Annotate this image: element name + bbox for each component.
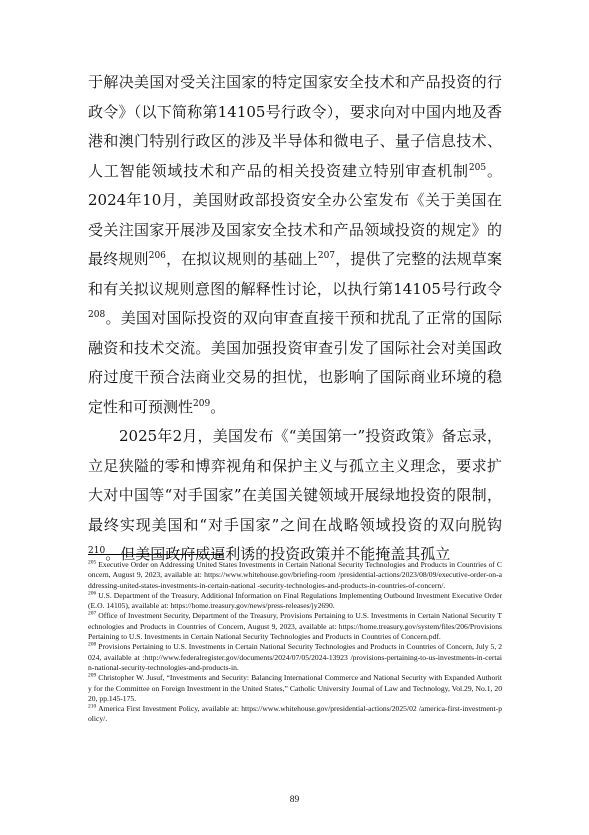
footnotes [88,560,502,725]
footnote [88,673,502,704]
body-text [88,68,502,570]
paragraph-text: 。美国对国际投资的双向审查直接干预和扰乱了正常的国际融资和技术交流。美国加强投资审查引发了国际社会对美国政府过度干预合法商业交易的担忧，也影响了国际商业环境的稳定性和可预测性 [88,309,502,416]
paragraph-text: 于解决美国对受关注国家的特定国家安全技术和产品投资的行政令》（以下简称第14105号行政令），要求向对中国内地及香港和澳门特别行政区的涉及半导体和微电子、量子信息技术、人工智能领域技术和产品的相关投资建立特别审查机制 [88,73,502,180]
footnote-text: U.S. Department of the Treasury, Additional Information on Final Regulations Implementing Outbound Investment Executive Order (E.O. 14105), available at: https://home.treasury.gov/news/press-releases/jy2690. [88,590,502,611]
paragraph-text: ，在拟议规则的基础上 [165,250,318,268]
footnote-number: 206 [88,590,97,597]
paragraph-text: 。 [210,397,226,416]
footnote [88,611,502,642]
footnote-ref: 210 [88,546,106,556]
paragraph-text: 2025年2月，美国发布《“美国第一”投资政策》备忘录，立足狭隘的零和博弈视角和保护主义与孤立主义理念，要求扩大对中国等“对手国家”在美国关键领域开展绿地投资的限制，最终实现美国和“对手国家”之间在战略领域投资的双向脱钩 [88,427,502,534]
footnote-ref: 208 [88,310,106,320]
footnote-number: 208 [88,641,97,648]
footnote-text: Office of Investment Security, Department of the Treasury, Provisions Pertaining to U.S. Investments in Certain National Security Technologies and Products in Countries of Concern, August 9, 2023, available at: https://home.treasury.gov/system/files/206/Provisions Pertaining to U.S. Investments in Certain National Security Technologies and Products in Countries of Concern.pdf. [88,611,502,642]
footnote-text: Christopher W. Jusuf, “Investments and Security: Balancing International Commerce and National Security with Expanded Authority for the Committee on Foreign Investment in the United States,” Catholic University Journal of Law and Technology, Vol.29, No.1, 2020, pp.145-175. [88,673,502,703]
footnote [88,642,502,673]
footnote [88,704,502,725]
paragraph-text: 。2024年10月，美国财政部投资安全办公室发布《关于美国在受关注国家开展涉及国家安全技术和产品领域投资的规定》的最终规则 [88,161,502,268]
footnote-number: 205 [88,559,97,566]
footnote-number: 210 [88,703,97,710]
footnote [88,591,502,612]
footnote-ref: 205 [468,162,487,173]
footnote-ref: 206 [148,251,166,261]
paragraph-2 [88,422,502,570]
footnote [88,560,502,591]
footnote-text: America First Investment Policy, available at: https://www.whitehouse.gov/presidential-actions/2025/02 /america-first-investment-policy/. [88,704,502,724]
page-number: 89 [289,795,300,805]
footnote-text: Executive Order on Addressing United States Investments in Certain National Security Technologies and Products in Countries of Concern, August 9, 2023, available at: https://www.whitehouse.gov/briefing-room /presidential-actions/2023/08/09/executive-order-on-addressing-united-states-investments-in-certain-national -security-technologies-and-products-in-countries-of-concern/. [88,560,502,590]
paragraph-text: 。但美国政府威逼利诱的投资政策并不能掩盖其孤立 [105,545,451,563]
footnote-ref: 209 [193,398,211,409]
footnote-divider [88,554,223,555]
footnote-ref: 207 [317,251,336,261]
footnote-number: 209 [88,672,97,679]
paragraph-text: ，提供了完整的法规草案和有关拟议规则意图的解释性讨论，以执行第14105号行政令 [88,250,502,298]
footnote-number: 207 [88,610,97,617]
footnote-text: Provisions Pertaining to U.S. Investments in Certain National Security Technologies and Products in Countries of Concern, July 5, 2024, available at :http://www.federalregister.gov/documents/2024/07/05/2024-13923 /provisions-pertaining-to-us-investments-in-certain-national-security-technologies-and-products-in. [88,642,502,672]
paragraph-1 [88,68,502,422]
